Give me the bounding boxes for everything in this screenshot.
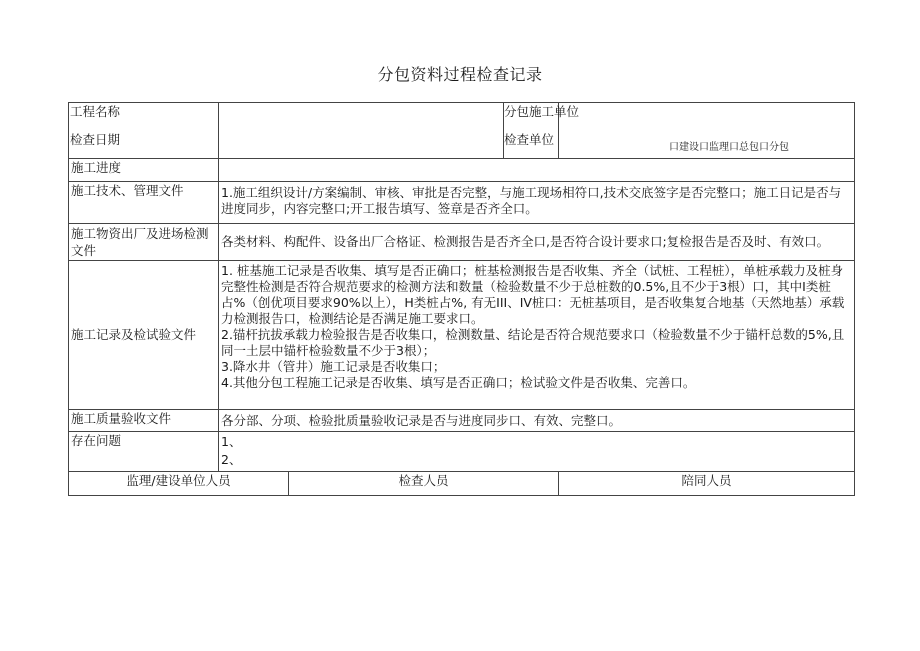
inspector-unit-label: 检查单位 <box>504 132 555 147</box>
tech-docs-content: 1.施工组织设计/方案编制、审核、审批是否完整，与施工现场相符口,技术交底签字是否完整口；施工日记是否与进度同步，内容完整口;开工报告填写、签章是否齐全口。 <box>219 182 855 224</box>
project-info-field[interactable] <box>219 103 504 159</box>
header-left-labels <box>69 103 219 159</box>
records-item-4: 4.其他分包工程施工记录是否收集、填写是否正确口；检试验文件是否收集、完善口。 <box>221 375 696 390</box>
records-content <box>219 261 855 410</box>
issues-content <box>219 432 855 472</box>
issue-item-1[interactable]: 1、 <box>221 434 242 449</box>
records-label: 施工记录及检试验文件 <box>69 261 219 410</box>
records-item-2: 2.锚杆抗拔承载力检验报告是否收集口，检测数量、结论是否符合规范要求口（检验数量不少于锚杆总数的5%,且同一土层中锚杆检验数量不少于3根）； <box>221 327 845 358</box>
inspector-unit-options: 口建设口监理口总包口分包 <box>669 142 790 153</box>
progress-label: 施工进度 <box>69 159 219 182</box>
signature-accompany[interactable]: 陪同人员 <box>559 472 855 496</box>
signature-inspector[interactable]: 检查人员 <box>289 472 559 496</box>
project-name-label: 工程名称 <box>70 104 121 119</box>
page-title: 分包资料过程检查记录 <box>377 65 543 84</box>
subcontractor-label: 分包施工单位 <box>504 104 580 119</box>
header-mid-labels <box>504 103 580 159</box>
signature-supervisor[interactable]: 监理/建设单位人员 <box>69 472 289 496</box>
tech-docs-label: 施工技术、管理文件 <box>69 182 219 224</box>
inspection-date-label: 检查日期 <box>70 132 121 147</box>
records-item-3: 3.降水井（管井）施工记录是否收集口； <box>221 359 446 374</box>
quality-docs-content: 各分部、分项、检验批质量验收记录是否与进度同步口、有效、完整口。 <box>219 410 855 432</box>
material-docs-label: 施工物资出厂及进场检测文件 <box>69 224 219 261</box>
quality-docs-label: 施工质量验收文件 <box>69 410 219 432</box>
inspection-form <box>68 102 855 496</box>
inspector-unit-field[interactable] <box>559 103 855 159</box>
issues-label: 存在问题 <box>69 432 219 472</box>
records-item-1: 1. 桩基施工记录是否收集、填写是否正确口；桩基检测报告是否收集、齐全（试桩、工程桩），单桩承载力及桩身完整性检测是否符合规范要求的检测方法和数量（检验数量不少于总桩数的0.5%,且不少于3根）口，其中I类桩占%（创优项目要求90%以上），H类桩占%, 有无III、IV桩口：无桩基项目，是否收集复合地基（天然地基）承载力检测报告口，检测结论是否满足施工要求口。 <box>221 263 845 326</box>
progress-field[interactable] <box>219 159 855 182</box>
material-docs-content: 各类材料、构配件、设备出厂合格证、检测报告是否齐全口,是否符合设计要求口;复检报告是否及时、有效口。 <box>219 224 855 261</box>
issue-item-2[interactable]: 2、 <box>221 452 242 467</box>
